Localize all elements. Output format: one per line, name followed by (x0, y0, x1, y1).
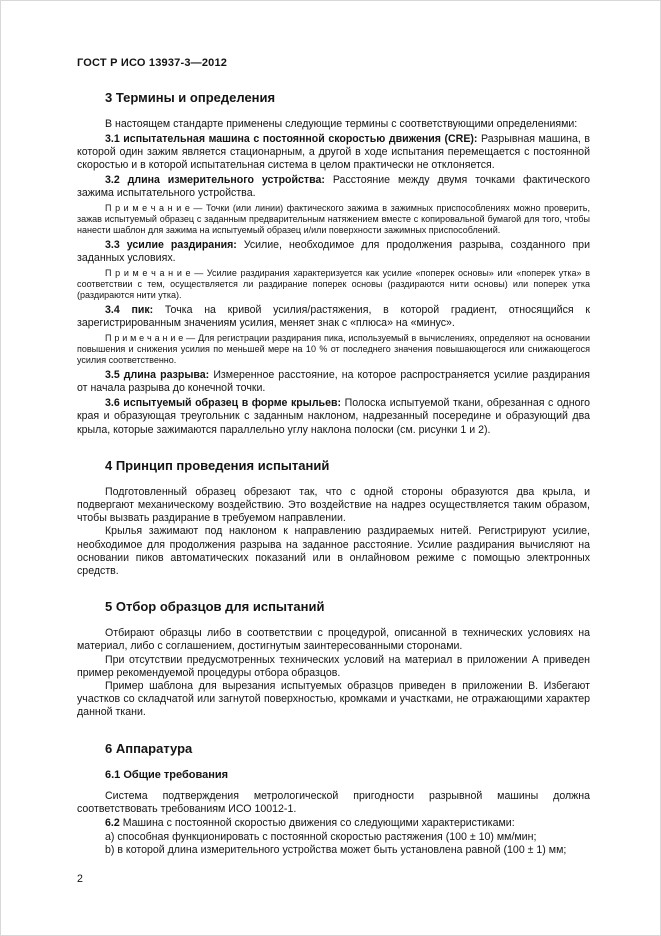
definition-text: Измеренное расстояние, на которое распространяется усилие раздирания от начала разрыва до конечной точки. (77, 369, 590, 395)
definition-3-3 (77, 239, 590, 265)
section-heading-principle: 4 Принцип проведения испытаний (105, 457, 330, 473)
definition-term: 3.5 длина разрыва: (105, 369, 210, 382)
paragraph: Отбирают образцы либо в соответствии с процедурой, описанной в технических условиях на материал, либо с соглашением, достигнутым заинтересованными сторонами. (77, 627, 590, 653)
definition-text: Разрывная машина, в которой один зажим является стационарным, а другой в ходе испытания перемещается с постоянной скоростью и в которой испытательная система в целом практически не отклоняется. (77, 132, 590, 172)
definition-term: 3.1 испытательная машина с постоянной скоростью движения (CRE): (105, 132, 478, 145)
definition-term: 3.4 пик: (105, 304, 154, 317)
definition-3-2 (77, 174, 590, 200)
definition-term: 3.3 усилие раздирания: (105, 238, 237, 251)
definition-3-1 (77, 133, 590, 173)
clause-number: 6.2 (105, 817, 120, 830)
note-3-3: П р и м е ч а н и е — Усилие раздирания характеризуется как усилие «поперек основы» или «поперек утка» в соответствии с тем, осуществляется ли раздирание поперек основы (раздираются нити основы) или поперек утка (раздираются нити утка). (77, 268, 590, 301)
page-number: 2 (77, 873, 83, 885)
section-heading-sampling: 5 Отбор образцов для испытаний (105, 599, 325, 615)
list-item-a: a) способная функционировать с постоянной скоростью растяжения (100 ± 10) мм/мин; (105, 830, 537, 843)
definition-term: 3.2 длина измерительного устройства: (105, 173, 325, 186)
definition-term: 3.6 испытуемый образец в форме крыльев: (105, 397, 342, 410)
definition-text: Точка на кривой усилия/растяжения, в которой градиент, относящийся к зарегистрированным значениям усилия, меняет знак с «плюса» на «минус». (77, 304, 590, 330)
document-code: ГОСТ Р ИСО 13937-3—2012 (77, 57, 228, 69)
paragraph: Подготовленный образец обрезают так, что с одной стороны образуются два крыла, и подвергают механическому воздействию. Это воздействие на надрез осуществляется таким образом, чтобы вызвать раздирание в требуемом направлении. (77, 485, 590, 525)
section-heading-apparatus: 6 Аппаратура (105, 740, 193, 756)
definition-3-5 (77, 369, 590, 395)
definition-text: Расстояние между двумя точками фактического зажима испытательного устройства. (77, 173, 590, 200)
intro-paragraph: В настоящем стандарте применены следующие термины с соответствующими определениями: (105, 118, 578, 130)
section-heading-terms: 3 Термины и определения (105, 90, 276, 105)
subsection-heading-general: 6.1 Общие требования (105, 768, 229, 781)
list-item-b: b) в которой длина измерительного устройства может быть установлена равной (100 ± 1) мм; (105, 843, 567, 856)
definition-text: Полоска испытуемой ткани, обрезанная с одного края и образующая треугольник с заданным наклоном, надрезанный посередине и образующий два крыла, которые зажимаются параллельно углу наклона полоски (см. рисунки 1 и 2). (77, 397, 590, 436)
paragraph: Крылья зажимают под наклоном к направлению раздираемых нитей. Регистрируют усилие, необходимое для продолжения разрыва на заданное расстояние. Усилие раздирания вычисляют на основании пиков автоматических показаний или в онлайновом режиме с помощью электронных средств. (77, 525, 590, 577)
note-3-4: П р и м е ч а н и е — Для регистрации раздирания пика, используемый в вычислениях, определяют на основании повышения и снижения усилия по меньшей мере на 10 % от последнего значения повышающегося или снижающегося усилия соответственно. (77, 333, 590, 366)
note-3-2: П р и м е ч а н и е — Точки (или линии) фактического зажима в зажимных приспособлениях можно проверить, зажав испытуемый образец с заданным предварительным натяжением вместе с копировальной бумагой для того, чтобы нанести шаблон для зажима на испытуемый образец и/или поверхности зажимных приспособлений. (77, 203, 590, 236)
definition-3-6 (77, 397, 590, 437)
paragraph: Система подтверждения метрологической пригодности разрывной машины должна соответствовать требованиям ИСО 10012-1. (77, 789, 590, 815)
definition-3-4 (77, 304, 590, 330)
clause-6-2 (77, 817, 590, 830)
definition-text: Усилие, необходимое для продолжения разрыва, созданного при заданных условиях. (77, 238, 590, 265)
paragraph: Пример шаблона для вырезания испытуемых образцов приведен в приложении В. Избегают участков со складчатой или загнутой поверхностью, кромками и участками, не отражающими характер данной ткани. (77, 679, 590, 719)
clause-text: Машина с постоянной скоростью движения со следующими характеристиками: (122, 817, 515, 830)
paragraph: При отсутствии предусмотренных технических условий на материал в приложении А приведен пример рекомендуемой процедуры отбора образцов. (77, 653, 590, 679)
